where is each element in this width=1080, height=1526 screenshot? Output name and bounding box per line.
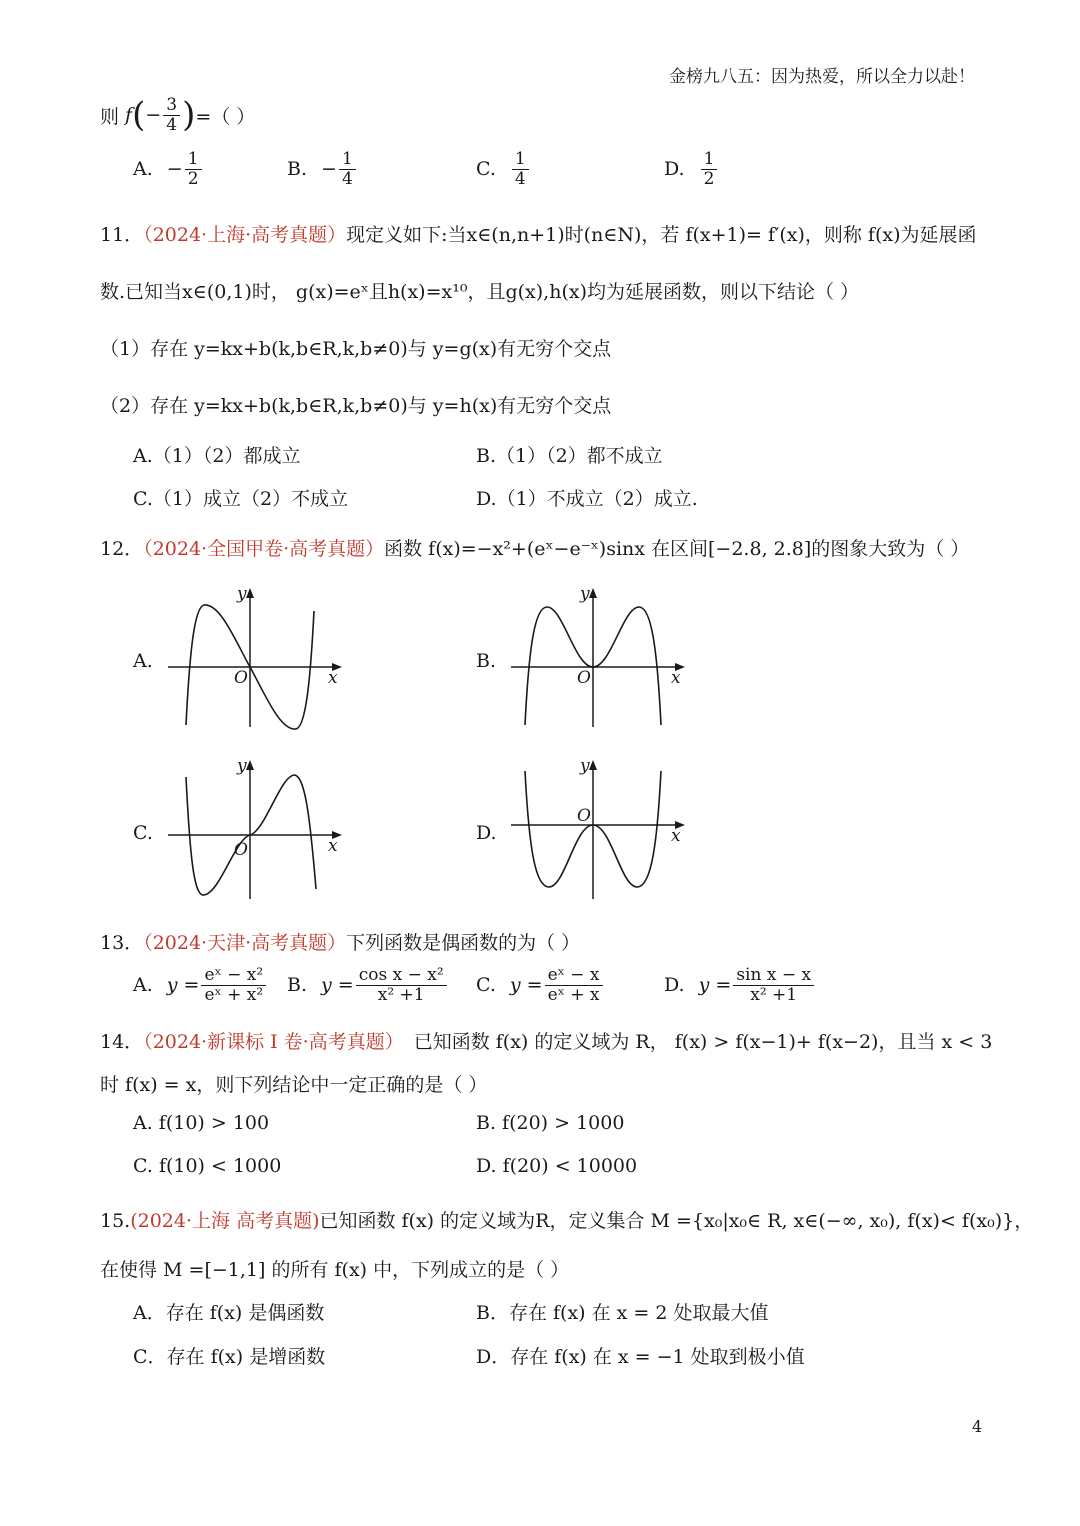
- q13-option-a[interactable]: A. y = $\frac{\text{eˣ − x²}}{\text{eˣ + x²}}$: [133, 966, 268, 1004]
- q15-text1: 已知函数 f(x) 的定义域为R，定义集合 M ={x₀|x₀∈ R, x∈(−∞, x₀), f(x)< f(x₀)}，: [319, 1210, 1034, 1232]
- q15-line2: 在使得 M =[−1,1] 的所有 f(x) 中，下列成立的是（ ）: [100, 1259, 570, 1281]
- q14-number: 14．: [100, 1031, 144, 1053]
- q15-number: 15.: [100, 1210, 131, 1232]
- q11-statement-2: （2）存在 y=kx+b(k,b∈R,k,b≠0)与 y=h(x)有无穷个交点: [100, 395, 612, 417]
- origin-label: O: [577, 806, 591, 826]
- q11-source: （2024·上海·高考真题）: [143, 224, 347, 246]
- q14-option-c[interactable]: C. f(10) < 1000: [133, 1155, 282, 1177]
- header-slogan: 金榜九八五：因为热爱，所以全力以赴！: [669, 67, 975, 87]
- q12-option-a-letter[interactable]: A.: [133, 650, 153, 672]
- q14-line2: 时 f(x) = x，则下列结论中一定正确的是（ ）: [100, 1074, 488, 1096]
- y-label: y: [580, 757, 590, 776]
- q14-option-d[interactable]: D. f(20) < 10000: [476, 1155, 638, 1177]
- q12-option-b-letter[interactable]: B.: [476, 650, 497, 672]
- q13-option-b[interactable]: B. y = $\frac{\text{cos x − x²}}{\text{x² +1}}$: [287, 966, 449, 1004]
- origin-label: O: [577, 668, 591, 688]
- q13-option-d[interactable]: D. y = $\frac{\text{sin x − x}}{\text{x² +1}}$: [664, 966, 816, 1004]
- q13-line: [100, 928, 580, 955]
- q10-paren-open: (: [132, 95, 146, 135]
- q10-paren-close: ): [182, 95, 196, 135]
- q11-option-c[interactable]: C.（1）成立（2）不成立: [133, 488, 349, 510]
- x-label: x: [328, 836, 338, 856]
- q12-option-d-letter[interactable]: D.: [476, 822, 497, 844]
- q10-minus: −: [145, 104, 162, 126]
- q15-option-d[interactable]: D．存在 f(x) 在 x = −1 处取到极小值: [476, 1346, 805, 1368]
- y-label: y: [580, 585, 590, 604]
- q15-line1: [100, 1206, 1033, 1233]
- y-label: y: [237, 585, 247, 604]
- x-label: x: [671, 668, 681, 688]
- q10-expression: [100, 95, 255, 135]
- q14-text1: 已知函数 f(x) 的定义域为 R， f(x) > f(x−1)+ f(x−2)，且当 x < 3: [413, 1031, 993, 1053]
- q10-func: f: [125, 104, 133, 126]
- q10-fraction: $\frac{3}{4}$: [163, 96, 180, 134]
- q13-option-c[interactable]: C. y = $\frac{\text{eˣ − x}}{\text{eˣ + x}}$: [476, 966, 605, 1004]
- q13-number: 13．: [100, 932, 144, 954]
- q14-option-a[interactable]: A. f(10) > 100: [133, 1112, 270, 1134]
- q11-number: 11．: [100, 224, 144, 246]
- q10-suffix: =（ ）: [195, 105, 256, 128]
- q12-graph-c: [160, 757, 350, 902]
- q11-option-d[interactable]: D.（1）不成立（2）成立.: [476, 488, 698, 510]
- y-axis-arrow: [589, 760, 597, 770]
- q13-text: 下列函数是偶函数的为（ ）: [346, 932, 581, 954]
- q12-text: 函数 f(x)=−x²+(eˣ−e⁻ˣ)sinx 在区间[−2.8, 2.8]的图象大致为（ ）: [384, 538, 970, 560]
- q10-prefix: 则: [100, 105, 120, 128]
- page-number: 4: [972, 1417, 983, 1436]
- x-label: x: [671, 826, 681, 846]
- q12-graph-d: [503, 757, 693, 902]
- q12-line: [100, 534, 969, 561]
- origin-label: O: [234, 840, 248, 860]
- q10-option-d[interactable]: D. $\frac{1}{2}$: [664, 150, 719, 188]
- q12-number: 12．: [100, 538, 144, 560]
- q10-option-a[interactable]: A. − $\frac{1}{2}$: [133, 150, 204, 188]
- q11-line1: [100, 220, 976, 247]
- q11-option-b[interactable]: B.（1）（2）都不成立: [476, 445, 663, 467]
- q15-option-b[interactable]: B．存在 f(x) 在 x = 2 处取最大值: [476, 1302, 769, 1324]
- x-label: x: [328, 668, 338, 688]
- q12-graph-b: [503, 585, 693, 730]
- q15-source: (2024·上海 高考真题): [130, 1210, 320, 1232]
- y-axis-arrow: [589, 588, 597, 598]
- q12-option-c-letter[interactable]: C.: [133, 822, 153, 844]
- q14-line1: [100, 1027, 992, 1054]
- q14-source: （2024·新课标 I 卷·高考真题）: [143, 1031, 404, 1053]
- q13-source: （2024·天津·高考真题）: [143, 932, 347, 954]
- q11-line2: 数.已知当x∈(0,1)时， g(x)=eˣ且h(x)=x¹⁰，且g(x),h(x)均为延展函数，则以下结论（ ）: [100, 281, 860, 303]
- q11-option-a[interactable]: A.（1）（2）都成立: [133, 445, 301, 467]
- q12-source: （2024·全国甲卷·高考真题）: [143, 538, 385, 560]
- q10-option-b[interactable]: B. − $\frac{1}{4}$: [287, 150, 358, 188]
- q11-statement-1: （1）存在 y=kx+b(k,b∈R,k,b≠0)与 y=g(x)有无穷个交点: [100, 338, 612, 360]
- q15-option-a[interactable]: A．存在 f(x) 是偶函数: [133, 1302, 325, 1324]
- y-axis-arrow: [246, 760, 254, 770]
- origin-label: O: [234, 668, 248, 688]
- q15-option-c[interactable]: C．存在 f(x) 是增函数: [133, 1346, 326, 1368]
- q12-graph-a: [160, 585, 350, 730]
- y-label: y: [237, 757, 247, 776]
- q14-option-b[interactable]: B. f(20) > 1000: [476, 1112, 625, 1134]
- q10-option-c[interactable]: C. $\frac{1}{4}$: [476, 150, 531, 188]
- y-axis-arrow: [246, 588, 254, 598]
- q11-text1: 现定义如下:当x∈(n,n+1)时(n∈N)，若 f(x+1)= f′(x)，则称 f(x)为延展函: [346, 224, 977, 246]
